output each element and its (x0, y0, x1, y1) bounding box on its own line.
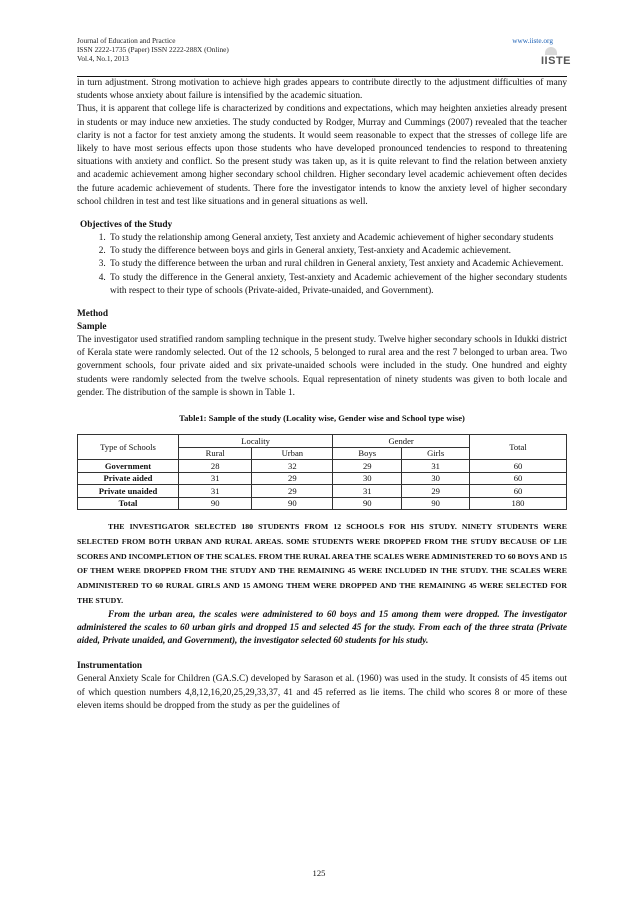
total-header: Total (470, 435, 567, 460)
table-cell: 29 (402, 485, 470, 498)
intro-paragraph-2: Thus, it is apparent that college life is characterized by conditions and expectations, which may heighten anxieties already present in students or may induce new anxieties. The study conducted by Rodger, Murray and Cummings (2007) revealed that the teacher clarity is not a factor for test anxiety among the students. It would seem reasonable to expect that the stresses of college life are likely to have most serious effects upon those students who have developed pronounced tendencies to respond to threatening situations with anxiety and conflict. So the present study was taken up, as it is quite relevant to find the relation between anxiety and academic achievement among higher secondary school children. Higher secondary level academic achievement often decides the future academic achievement of students. There fore the investigator intends to know the anxiety level of higher secondary school children in test and test like situations and in general situations as well. (77, 104, 567, 207)
objective-item: 1. To study the relationship among General anxiety, Test anxiety and Academic achievement of higher secondary students (108, 232, 567, 245)
table-row (78, 497, 567, 510)
table-caption: Table1: Sample of the study (Locality wise, Gender wise and School type wise) (179, 413, 465, 424)
col-type-header: Type of Schools (78, 435, 179, 460)
table-header-row (78, 435, 567, 448)
table-cell: 31 (402, 460, 470, 473)
iiste-logo-icon (541, 47, 572, 69)
row-label: Total (78, 497, 179, 510)
gender-header: Gender (333, 435, 470, 448)
table-cell: 60 (470, 485, 567, 498)
row-label: Private unaided (78, 485, 179, 498)
table-cell: 90 (179, 497, 252, 510)
journal-info (77, 36, 229, 64)
journal-volume: Vol.4, No.1, 2013 (77, 54, 129, 64)
objectives-list (77, 232, 567, 298)
journal-name: Journal of Education and Practice (77, 36, 176, 45)
journal-header (77, 36, 572, 74)
sample-table (77, 434, 567, 510)
table-cell: 90 (252, 497, 333, 510)
objective-item: 2. To study the difference between boys and girls in General anxiety, Test-anxiety and Academic achievement. (108, 245, 567, 258)
table-cell: 28 (179, 460, 252, 473)
table-row (78, 460, 567, 473)
table-cell: 90 (402, 497, 470, 510)
row-label: Government (78, 460, 179, 473)
urban-paragraph: From the urban area, the scales were administered to 60 boys and 15 among them were dropped. The investigator administered the scales to 60 urban girls and dropped 15 and selected 45 for the study. From each of the three strata (Private aided, Private unaided, and Government), the investigator selected 60 students for his study. (77, 609, 567, 647)
journal-url-link[interactable]: www.iiste.org (512, 36, 553, 45)
table-cell: 180 (470, 497, 567, 510)
sample-paragraph: The investigator used stratified random sampling technique in the present study. Twelve higher secondary schools in Idukki district of Kerala state were randomly selected. Out of the 12 schools, 5 belonged to rural area and the rest 7 belonged to urban area. Two government schools, four private aided and six private-unaided schools were included in the study. One hundred and eighty students were randomly selected from the twelve schools. Equal representation of ninety students was given to both locale and gender. The distribution of the sample is shown in Table 1. (77, 335, 567, 398)
table-cell: 90 (333, 497, 402, 510)
table-cell: 60 (470, 460, 567, 473)
table-cell: 31 (179, 485, 252, 498)
journal-issn: ISSN 2222-1735 (Paper) ISSN 2222-288X (Online) (77, 45, 229, 55)
table-cell: 29 (252, 472, 333, 485)
method-heading: Method (77, 309, 108, 320)
table-cell: 30 (402, 472, 470, 485)
locality-header: Locality (179, 435, 333, 448)
logo-text: IISTE (541, 55, 572, 67)
table-cell: 29 (252, 485, 333, 498)
intro-paragraph: in turn adjustment. Strong motivation to achieve high grades appears to contribute directly to the adjustment difficulties of many students whose anxiety about failure is intensified by the academic situation. (77, 78, 567, 102)
instrumentation-heading: Instrumentation (77, 661, 143, 672)
page-number: 125 (312, 868, 326, 878)
sub-header: Girls (402, 447, 470, 460)
table-cell: 31 (179, 472, 252, 485)
objectives-heading: Objectives of the Study (80, 220, 173, 231)
table-row (78, 485, 567, 498)
sub-header: Boys (333, 447, 402, 460)
instrumentation-paragraph: General Anxiety Scale for Children (GA.S.C) developed by Sarason et al. (1960) was used in the study. It consists of 45 items out of which question numbers 4,8,12,16,20,25,29,33,37, 41 and 45 referred as lie items. The child who scores 8 or more of these eleven items should be dropped from the study as per the guidelines of (77, 674, 567, 711)
sample-heading: Sample (77, 322, 107, 333)
selection-paragraph: THE INVESTIGATOR SELECTED 180 STUDENTS FROM 12 SCHOOLS FOR HIS STUDY. NINETY STUDENTS WERE SELECTED FROM BOTH URBAN AND RURAL AREAS. SOME STUDENTS WERE DROPPED FROM THE STUDY BECAUSE OF LIE SCORES AND INCOMPLETION OF THE SCALES. FROM THE RURAL AREA THE SCALES WERE ADMINISTERED TO 60 BOYS AND 15 OF THEM WERE DROPPED FROM THE STUDY AND THE REMAINING 45 WERE INCLUDED IN THE STUDY. THE SCALES WERE ADMINISTERED TO 60 RURAL GIRLS AND 15 AMONG THEM WERE DROPPED AND THE REMAINING 45 WERE SELECTED FOR THE STUDY. (77, 522, 567, 606)
sub-header: Rural (179, 447, 252, 460)
row-label: Private aided (78, 472, 179, 485)
objective-item: 4. To study the difference in the General anxiety, Test-anxiety and Academic achievement of the higher secondary students with respect to their type of schools (Private-aided, Private-unaided, and Government). (108, 272, 567, 298)
table-cell: 30 (333, 472, 402, 485)
table-cell: 31 (333, 485, 402, 498)
table-cell: 32 (252, 460, 333, 473)
objective-item: 3. To study the difference between the urban and rural children in General anxiety, Test anxiety and Academic Achievement. (108, 258, 567, 271)
table-row (78, 472, 567, 485)
sub-header: Urban (252, 447, 333, 460)
table-cell: 29 (333, 460, 402, 473)
table-cell: 60 (470, 472, 567, 485)
paper-page (77, 36, 572, 713)
